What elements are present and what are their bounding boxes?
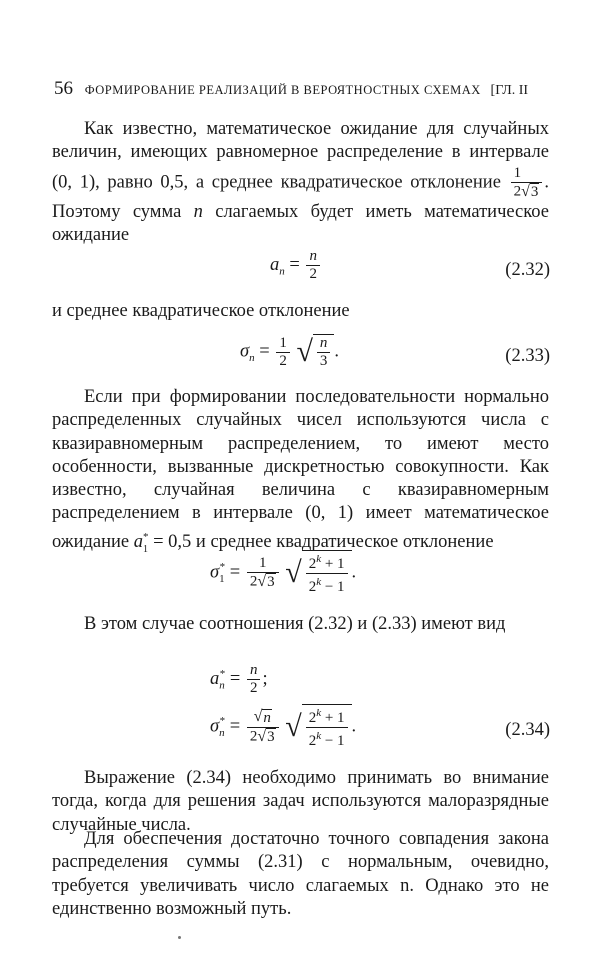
paragraph-5-text: Выражение (2.34) необходимо принимать во внимание тогда, когда для решения задач используются малоразрядные случайные числа. <box>52 768 549 835</box>
equation-2-32 <box>52 248 550 292</box>
paragraph-4 <box>52 613 549 636</box>
paragraph-1-text-b: . Поэтому сумма <box>52 172 549 223</box>
equation-2-32-number: (2.32) <box>505 260 550 280</box>
paragraph-3-text-b: = 0,5 и среднее квадратическое отклонение <box>153 531 494 552</box>
equation-2-32-expression: $a_n$ = $\frac{n}{2}$ <box>270 248 322 283</box>
running-title: ФОРМИРОВАНИЕ РЕАЛИЗАЦИЙ В ВЕРОЯТНОСТНЫХ СХЕМАХ <box>84 83 481 97</box>
page-number: 56 <box>54 78 73 99</box>
running-header <box>54 78 554 100</box>
paragraph-1-text-c: слагаемых будет иметь математическое ожидание <box>52 202 549 246</box>
paragraph-5 <box>52 767 549 837</box>
paragraph-6 <box>52 828 549 921</box>
paragraph-6-text: Для обеспечения достаточно точного совпадения закона распределения суммы (2.31) с нормальным, очевидно, требуется увеличивать число слагаемых n. Однако это не единственно возможный путь. <box>52 829 549 919</box>
equation-sigma1-star <box>52 550 550 602</box>
equation-2-33-expression: $\sigma_n$ = $\frac{1}{2}$ √ $\frac{n}{3}$ . <box>240 334 340 369</box>
equation-2-34-expression: $\sigma_n^*$ = $\frac{√n}{2√3}$ √ $\frac{2^k + 1}{2^k - 1}$ . <box>210 704 356 750</box>
chapter-marker: [ГЛ. II <box>490 83 529 98</box>
paragraph-1: Как известно, математическое ожидание для случайных величин, имеющих равномерное распределение в интервале (0, 1), равно 0,5, а среднее квадратическое отклонение $\frac{1}{2√3}$ . Поэтому сумма n слагаемых будет иметь математическое ожидание <box>52 119 549 246</box>
equation-2-33-number: (2.33) <box>505 346 550 366</box>
equation-2-34 <box>52 704 550 756</box>
equation-an-star-expression: $a_n^*$ = $\frac{n}{2}$ ; <box>210 662 268 696</box>
paragraph-3: Если при формировании последовательности нормально распределенных случайных чисел используются числа с квазиравномерным распределением, то имеют место особенности, вызванные дискретностью совокупности. Как известно, случайная величина с квазиравномерным распределением в интервале (0, 1) имеет математическое ожидание $a_1^* = 0,5$ и среднее квадратическое отклонение <box>52 387 549 555</box>
paragraph-3-text-a: Если при формировании последовательности нормально распределенных случайных чисел используются числа с квазиравномерным распределением, то имеют место особенности, вызванные дискретностью совокупности. Как известно, случайная величина с квазиравномерным распределением в интервале (0, 1) имеет математическое ожидание <box>52 387 549 552</box>
inline-fraction-1-over-2sqrt3: $\frac{1}{2√3}$ <box>511 165 543 202</box>
equation-an-star <box>52 662 550 706</box>
print-speck <box>178 936 181 939</box>
equation-sigma1-star-expression: $\sigma_1^*$ = $\frac{1}{2√3}$ √ $\frac{2^k + 1}{2^k - 1}$ . <box>210 550 356 596</box>
paragraph-2 <box>52 300 549 323</box>
equation-2-33 <box>52 334 550 378</box>
equation-2-34-number: (2.34) <box>505 720 550 740</box>
paragraph-2-text: и среднее квадратическое отклонение <box>52 301 350 321</box>
paragraph-4-text: В этом случае соотношения (2.32) и (2.33) имеют вид <box>84 614 506 634</box>
paragraph-1-text-a: Как известно, математическое ожидание для случайных величин, имеющих равномерное распределение в интервале (0, 1), равно 0,5, а среднее квадратическое отклонение <box>52 119 549 193</box>
